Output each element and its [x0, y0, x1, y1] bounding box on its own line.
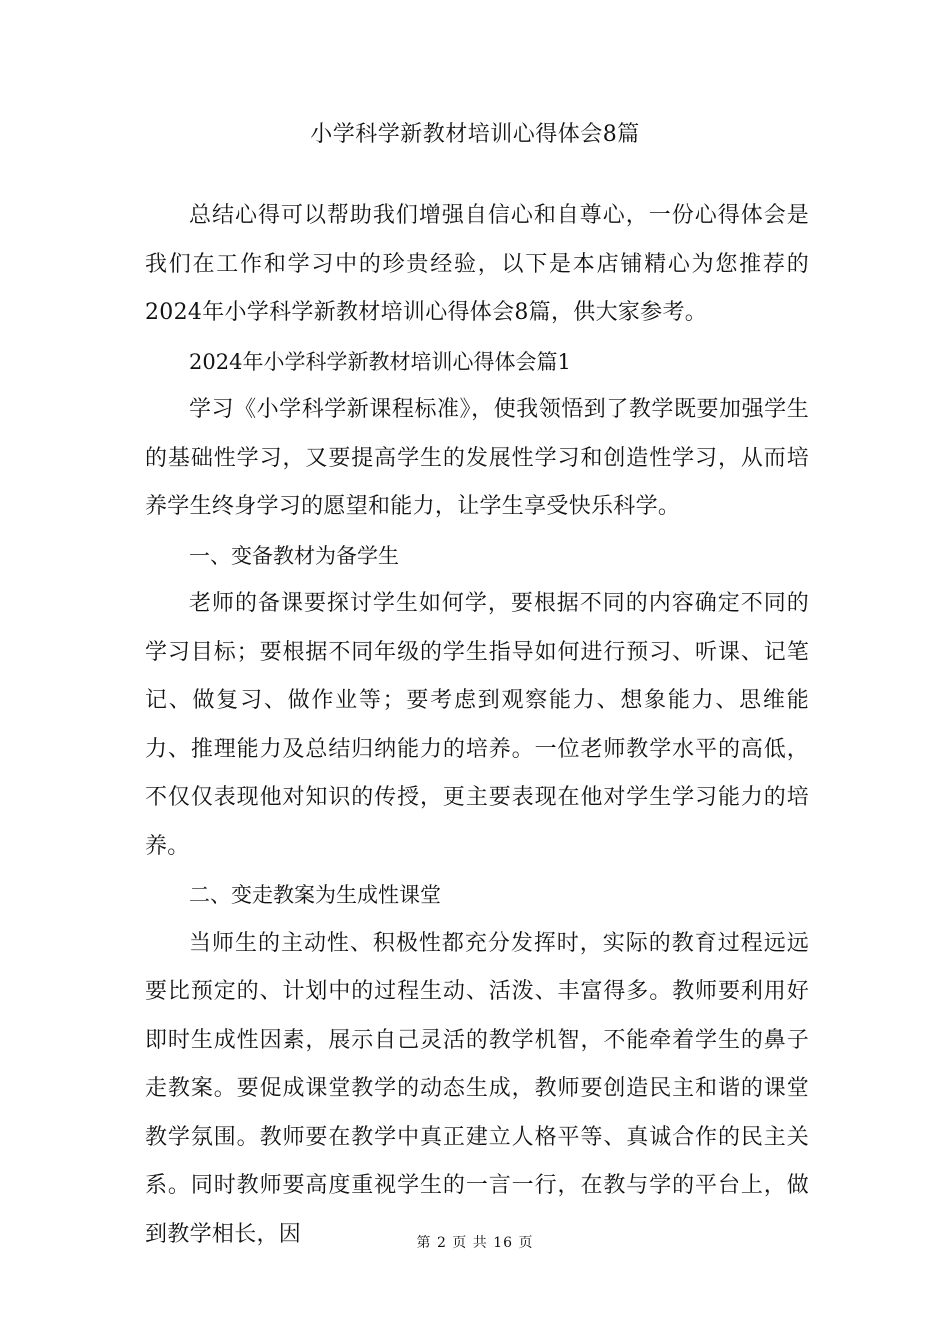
page-number-footer: 第 2 页 共 16 页	[416, 1235, 534, 1251]
section-heading-part-1: 2024年小学科学新教材培训心得体会篇1	[189, 349, 571, 374]
intro-paragraph: 总结心得可以帮助我们增强自信心和自尊心，一份心得体会是我们在工作和学习中的珍贵经验，以下是本店铺精心为您推荐的 2024年小学科学新教材培训心得体会8篇，供大家参考。	[145, 203, 809, 325]
document-title: 小学科学新教材培训心得体会8篇	[310, 122, 640, 147]
document-body	[145, 192, 809, 1259]
body-paragraph: 当师生的主动性、积极性都充分发挥时，实际的教育过程远远要比预定的、计划中的过程生动、活泼、丰富得多。教师要利用好即时生成性因素，展示自己灵活的教学机智，不能牵着学生的鼻子走教案。要促成课堂教学的动态生成，教师要创造民主和谐的课堂教学氛围。教师要在教学中真正建立人格平等、真诚合作的民主关系。同时教师要高度重视学生的一言一行，在教与学的平台上，做到教学相长，因	[145, 930, 809, 1247]
body-paragraph: 学习《小学科学新课程标准》，使我领悟到了教学既要加强学生的基础性学习，又要提高学生的发展性学习和创造性学习，从而培养学生终身学习的愿望和能力，让学生享受快乐科学。	[145, 397, 809, 519]
subheading-one: 一、变备教材为备学生	[189, 543, 399, 568]
body-paragraph: 老师的备课要探讨学生如何学，要根据不同的内容确定不同的学习目标；要根据不同年级的学生指导如何进行预习、听课、记笔记、做复习、做作业等；要考虑到观察能力、想象能力、思维能力、推理能力及总结归纳能力的培养。一位老师教学水平的高低，不仅仅表现他对知识的传授，更主要表现在他对学生学习能力的培养。	[145, 591, 809, 859]
subheading-two: 二、变走教案为生成性课堂	[189, 883, 441, 907]
